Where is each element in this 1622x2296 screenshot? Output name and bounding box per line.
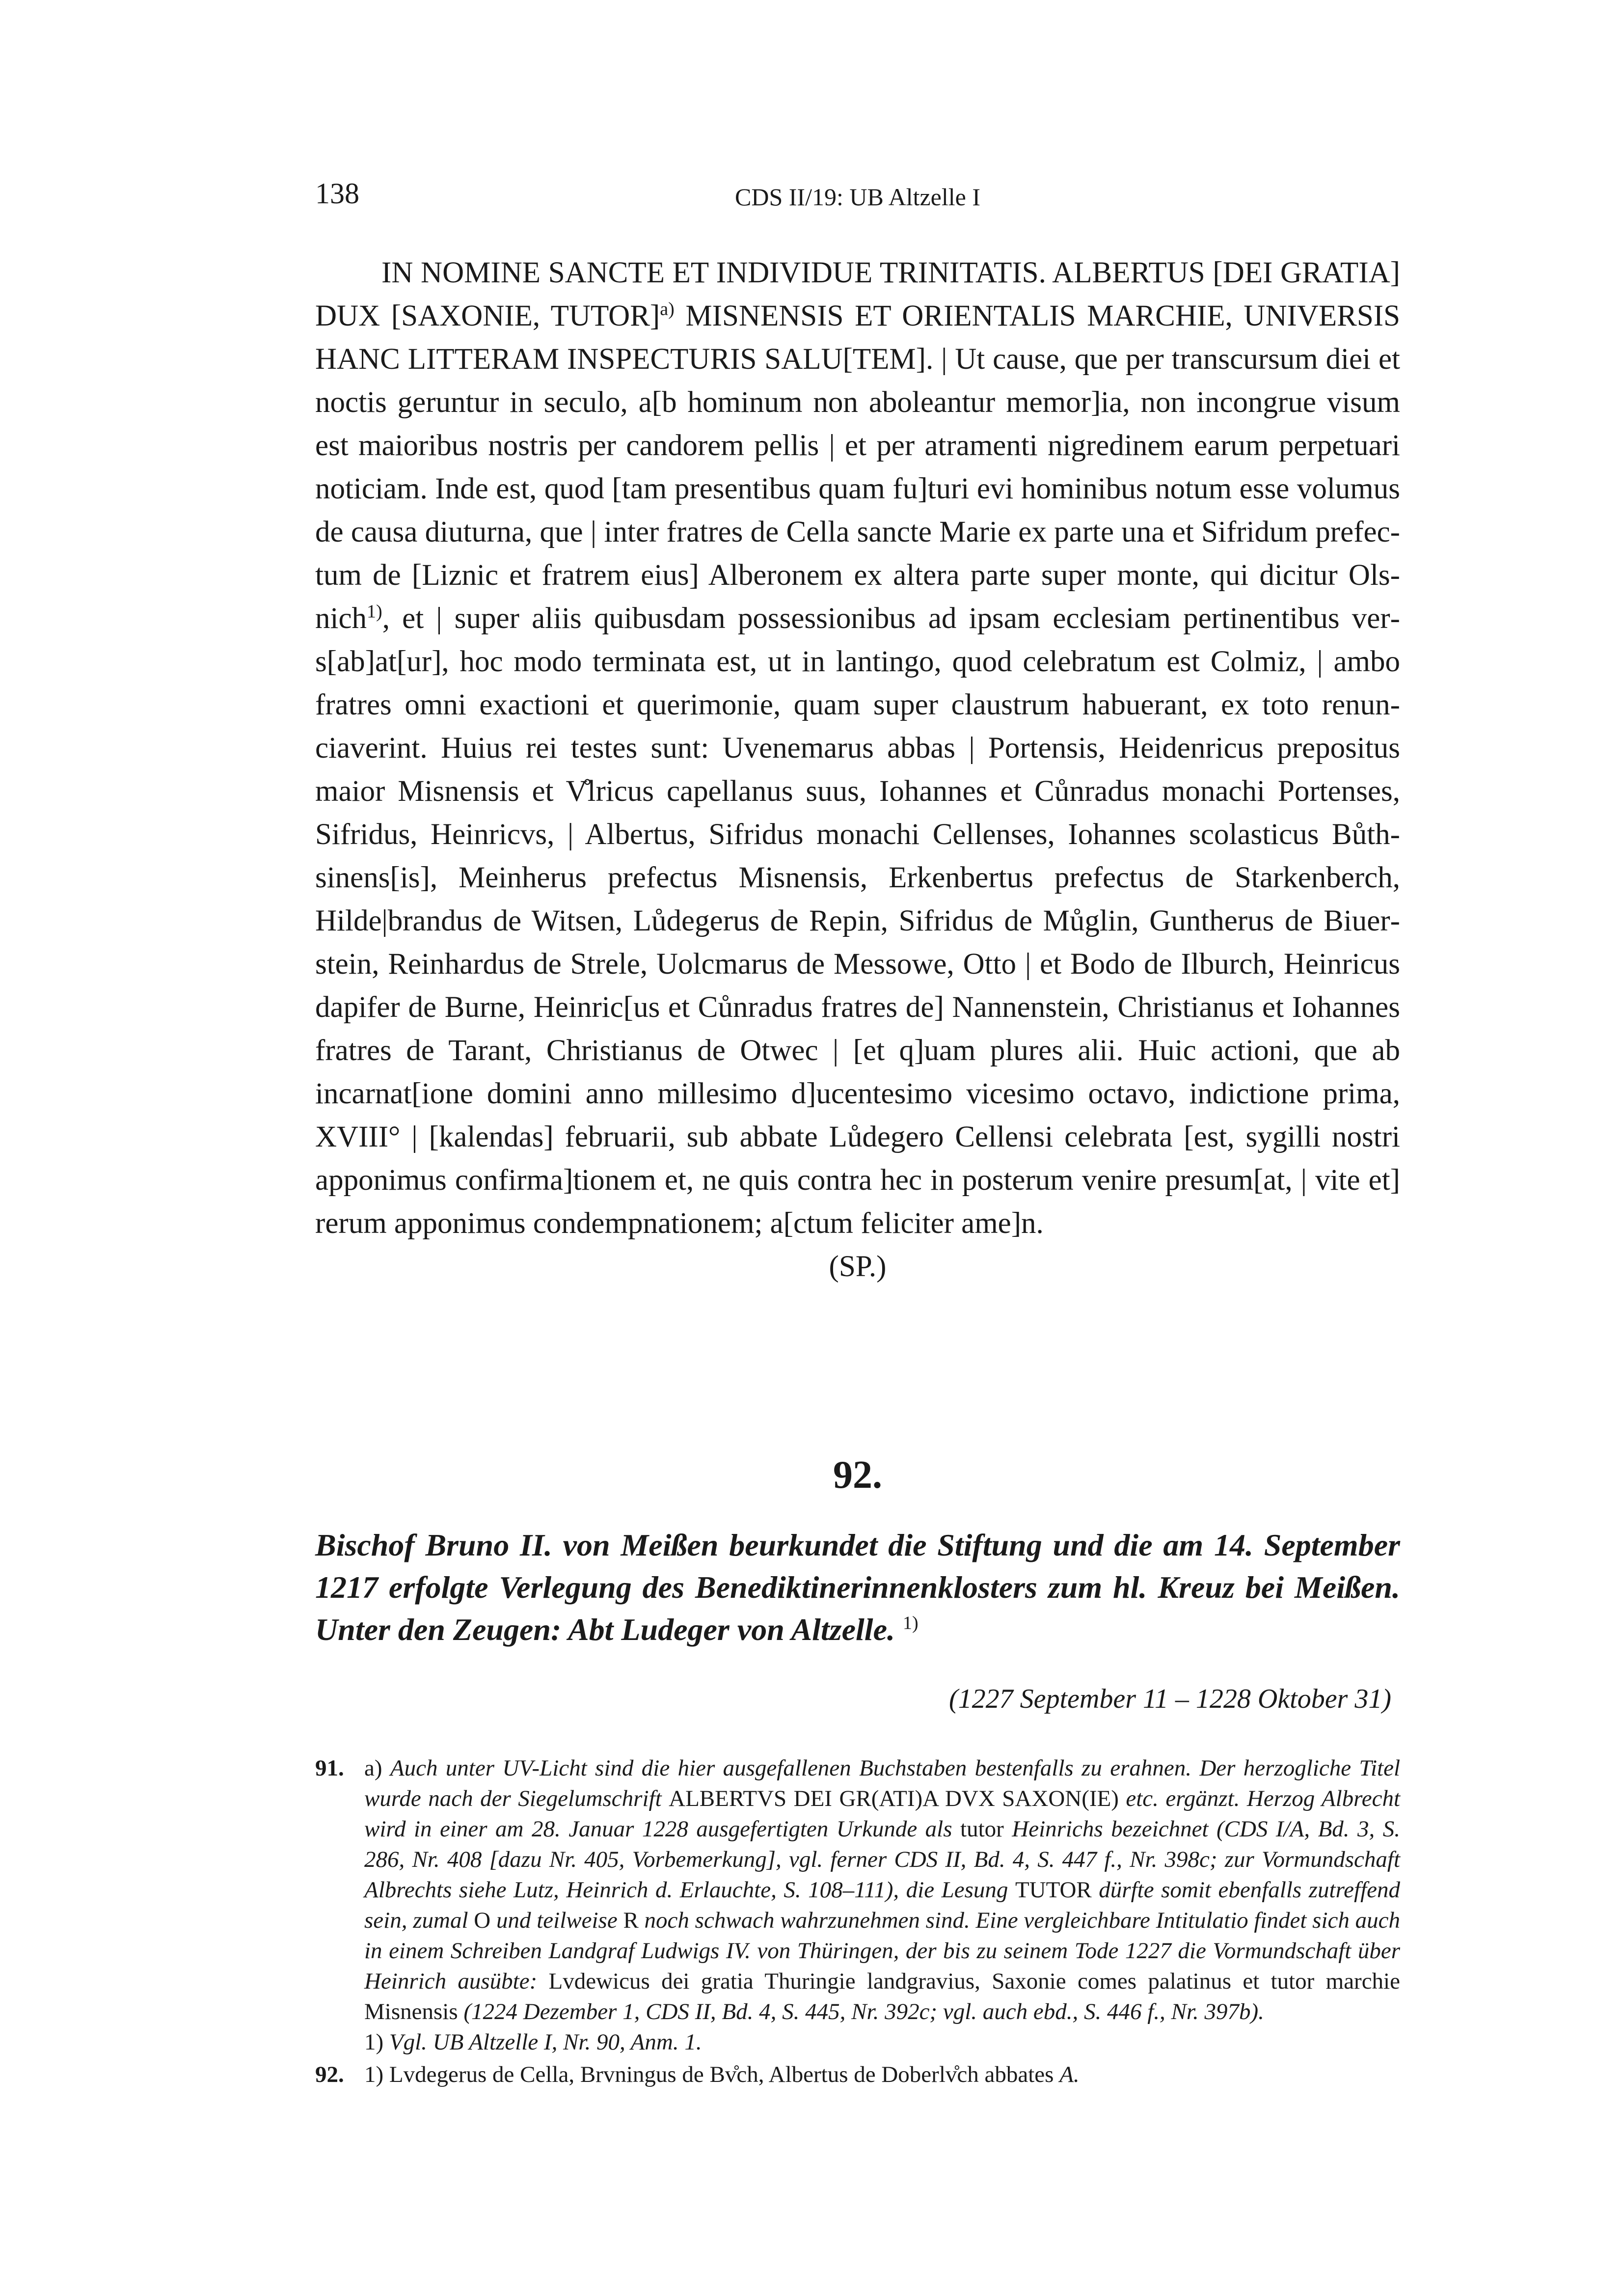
note-91-1-text: Vgl. UB Altzelle I, Nr. 90, Anm. 1.: [389, 2029, 702, 2055]
running-title: CDS II/19: UB Altzelle I: [735, 183, 980, 211]
footnote-mark-1: 1): [367, 601, 382, 622]
note-91-a-quote-5: R: [623, 1908, 639, 1933]
regest-summary: [315, 1524, 1400, 1651]
note-92-1: [364, 2059, 1400, 2090]
note-91-a-text-1: Auch unter UV-Licht sind die hier ausgefallenen Buchstaben bestenfalls zu erahnen. Der herzogliche Titel wurde nach der Siegelumschrift: [364, 1755, 1400, 1811]
note-92-1-siglum: A.: [1059, 2062, 1080, 2087]
note-91-a-text-5: und teilweise: [490, 1908, 623, 1933]
charter-text-part-3: , et | super aliis quibusdam possessionibus ad ipsam ecclesiam pertinentibus vers[ab]at[ur], hoc modo terminata est, ut in lantingo, quod celebratum est Colmiz, | ambo fratres omni exactioni et querimonie, quam super claustrum habuerant, ex toto renunciaverint. Huius rei testes sunt: Uvenemarus abbas | Portensis, Heidenricus prepositus maior Misnensis et V̊lricus capellanus suus, Iohannes et Cůnradus monachi Portenses, Sifridus, Heinricvs, | Albertus, Sifridus monachi Cellenses, Iohannes scolasticus Bůthsinens[is], Meinherus prefectus Misnensis, Erkenbertus prefectus de Starkenberch, Hilde|brandus de Witsen, Lůdegerus de Repin, Sifridus de Můglin, Guntherus de Biuerstein, Reinhardus de Strele, Uolcmarus de Messowe, Otto | et Bodo de Ilburch, Heinricus dapifer de Burne, Heinric[us et Cůnradus fratres de] Nannenstein, Christianus et Iohannes fratres de Tarant, Christianus de Otwec | [et q]uam plures alii. Huic actioni, que ab incarnat[ione domini anno millesimo d]ucentesimo vicesimo octavo, indictione prima, XVIII° | [kalendas] februarii, sub abbate Lůdegero Cellensi celebrata [est, sygilli nostri apponimus confirma]tionem et, ne quis contra hec in posterum venire presum[at, | vite et] rerum apponimus condempnationem; a[ctum feliciter ame]n.: [315, 602, 1400, 1240]
page: [315, 162, 1400, 2092]
note-group-91: [315, 1753, 1400, 2057]
footnote-mark-a: a): [660, 299, 675, 320]
note-91-a-quote-3: TUTOR: [1015, 1877, 1092, 1903]
note-label-92: 92.: [315, 2062, 344, 2087]
apparatus-notes: [315, 1753, 1400, 2090]
charter-text-part-1: IN NOMINE SANCTE ET INDIVIDUE TRINITATIS. ALBERTUS [DEI GRATIA] DUX [SAXONIE, TUTOR]: [315, 256, 1400, 332]
note-91-a-text-4: dürfte somit ebenfalls zutreffend sein, zumal: [364, 1877, 1400, 1933]
note-label-91: 91.: [315, 1755, 344, 1781]
note-92-1-text: 1) Lvdegerus de Cella, Brvningus de Bv̊ch, Albertus de Doberlv̊ch abbates: [364, 2062, 1060, 2087]
note-91-a-quote-6: Lvdewicus dei gratia Thuringie landgravius, Saxonie comes palatinus et tutor marchie Misnensis: [364, 1968, 1400, 2024]
note-body-91: [364, 1753, 1400, 2057]
note-91-1: [364, 2027, 1400, 2057]
date-line: (1227 September 11 – 1228 Oktober 31): [948, 1684, 1391, 1714]
note-91-a-quote-2: tutor: [960, 1816, 1004, 1842]
document-number: 92.: [833, 1453, 882, 1497]
note-91-a-text-6: noch schwach wahrzunehmen sind. Eine vergleichbare Intitulatio findet sich auch in einem Schreiben Landgraf Ludwigs IV. von Thüringen, der bis zu seinem Tode 1227 die Vormundschaft über Heinrich ausübte:: [364, 1908, 1400, 1994]
charter-text-part-2: MISNENSIS ET ORIENTALIS MARCHIE, UNIVERSIS HANC LITTERAM INSPECTURIS SALU[TEM]. | Ut cause, que per transcursum diei et noctis geruntur in seculo, a[b hominum non aboleantur memor]ia, non incongrue visum est maioribus nostris per candorem pellis | et per atramenti nigredinem earum perpetuari noticiam. Inde est, quod [tam presentibus quam fu]turi evi hominibus notum esse volumus de causa diuturna, que | inter fratres de Cella sancte Marie ex parte una et Sifridum prefectum de [Liznic et fratrem eius] Alberonem ex altera parte super monte, qui dicitur Olsnich: [315, 300, 1400, 635]
note-91-a-quote-4: O: [474, 1908, 491, 1933]
note-91-a-quote-1: ALBERTVS DEI GR(ATI)A DVX SAXON(IE): [669, 1786, 1119, 1811]
seal-note: (SP.): [829, 1250, 887, 1283]
page-number: 138: [315, 177, 359, 210]
note-body-92: [364, 2059, 1400, 2090]
note-91-a-marker: a): [364, 1755, 390, 1781]
running-head: [315, 162, 1400, 211]
note-91-a-text-7: (1224 Dezember 1, CDS II, Bd. 4, S. 445, Nr. 392c; vgl. auch ebd., S. 446 f., Nr. 397b).: [458, 1999, 1264, 2024]
regest-text: Bischof Bruno II. von Meißen beurkundet die Stiftung und die am 14. September 1217 erfolgte Verlegung des Benediktinerinnenklosters zum hl. Kreuz bei Meißen. Unter den Zeugen: Abt Ludeger von Altzelle.: [315, 1528, 1400, 1647]
regest-footnote-mark: 1): [902, 1613, 919, 1634]
note-91-a: [364, 1753, 1400, 2027]
note-group-92: [315, 2059, 1400, 2090]
note-91-1-marker: 1): [364, 2029, 389, 2055]
charter-text: [315, 251, 1400, 1245]
note-91-a-text-3: Heinrichs bezeichnet (CDS I/A, Bd. 3, S. 286, Nr. 408 [dazu Nr. 405, Vorbemerkung], vgl. ferner CDS II, Bd. 4, S. 447 f., Nr. 398c; zur Vormundschaft Albrechts siehe Lutz, Heinrich d. Erlauchte, S. 108–111), die Lesung: [364, 1816, 1401, 1903]
note-91-a-text-2: etc. ergänzt. Herzog Albrecht wird in einer am 28. Januar 1228 ausgefertigten Urkunde als: [364, 1786, 1401, 1842]
